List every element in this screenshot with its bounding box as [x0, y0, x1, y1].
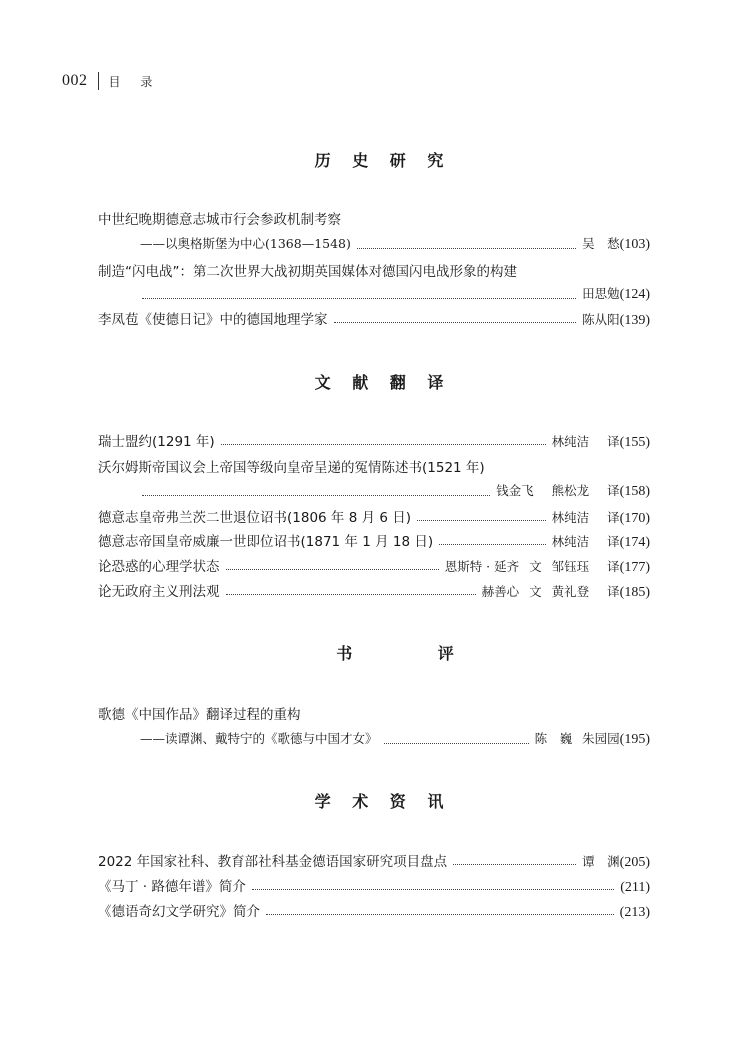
running-head — [62, 72, 160, 90]
entry-page: (213) — [619, 905, 650, 920]
toc-entry-history-3[interactable] — [98, 308, 650, 330]
entry-title: 瑞士盟约(1291 年) — [98, 434, 215, 450]
entry-title: 歌德《中国作品》翻译过程的重构 — [98, 707, 301, 723]
dot-leader — [453, 864, 576, 865]
toc-entry-review-1-sub[interactable] — [98, 729, 650, 751]
entry-title: 论恐惑的心理学状态 — [98, 559, 220, 575]
entry-page: (103) — [619, 237, 650, 252]
header-divider — [98, 72, 99, 90]
entry-author-2: 朱园园 — [582, 731, 620, 746]
entry-title: 制造“闪电战”：第二次世界大战初期英国媒体对德国闪电战形象的构建 — [98, 264, 517, 280]
entry-author-role: 文 — [529, 559, 542, 574]
dot-leader — [221, 444, 546, 445]
dot-leader — [142, 298, 576, 299]
toc-entry-news-2[interactable] — [98, 875, 650, 897]
toc-entry-history-2-line[interactable] — [98, 284, 650, 306]
entry-page: (158) — [619, 484, 650, 499]
entry-page: (205) — [619, 855, 650, 870]
running-head-label: 目 录 — [108, 74, 161, 89]
dot-leader — [357, 248, 576, 249]
toc-entry-translation-6[interactable] — [98, 580, 650, 602]
entry-title: 中世纪晚期德意志城市行会参政机制考察 — [98, 212, 341, 228]
page-number: 002 — [62, 72, 88, 89]
entry-translator: 林纯洁 — [551, 434, 590, 449]
entry-page: (139) — [619, 313, 650, 328]
dot-leader — [226, 594, 476, 595]
toc-entry-translation-4[interactable] — [98, 530, 650, 552]
entry-page: (211) — [620, 880, 650, 895]
entry-author: 吴 愁 — [582, 236, 620, 251]
entry-page: (195) — [619, 732, 650, 747]
toc-entry-translation-2[interactable] — [98, 456, 650, 478]
entry-author-1: 陈 巍 — [534, 731, 573, 746]
entry-page: (155) — [619, 435, 650, 450]
entry-title: 德意志皇帝弗兰茨二世退位诏书(1806 年 8 月 6 日) — [98, 510, 412, 526]
entry-title: 论无政府主义刑法观 — [98, 584, 220, 600]
entry-author: 谭 渊 — [582, 854, 620, 869]
toc-entry-news-1[interactable] — [98, 850, 650, 872]
dot-leader — [266, 914, 614, 915]
toc-entry-review-1[interactable] — [98, 703, 650, 725]
entry-title: 沃尔姆斯帝国议会上帝国等级向皇帝呈递的冤情陈述书(1521 年) — [98, 460, 485, 476]
section-title-translation: 文 献 翻 译 — [314, 373, 452, 392]
entry-page: (124) — [619, 287, 650, 302]
entry-role: 译 — [607, 483, 620, 498]
dot-leader — [334, 322, 577, 323]
toc-entry-translation-2-line[interactable] — [98, 481, 650, 503]
entry-title: 德意志帝国皇帝威廉一世即位诏书(1871 年 1 月 18 日) — [98, 534, 434, 550]
dot-leader — [226, 569, 439, 570]
section-title-review: 书 评 — [336, 644, 494, 663]
toc-entry-translation-1[interactable] — [98, 430, 650, 452]
entry-subtitle: ——以奥格斯堡为中心(1368—1548) — [140, 236, 351, 251]
entry-translator: 林纯洁 — [551, 510, 590, 525]
entry-page: (177) — [619, 560, 650, 575]
entry-role: 译 — [607, 510, 620, 525]
entry-title: 2022 年国家社科、教育部社科基金德语国家研究项目盘点 — [98, 854, 448, 870]
entry-author-role: 文 — [529, 584, 542, 599]
entry-page: (174) — [619, 535, 650, 550]
dot-leader — [142, 495, 490, 496]
entry-role: 译 — [607, 559, 620, 574]
entry-title: 李凤苞《使德日记》中的德国地理学家 — [98, 312, 328, 328]
entry-title: 《德语奇幻文学研究》简介 — [98, 904, 260, 920]
toc-entry-translation-3[interactable] — [98, 506, 650, 528]
section-title-news: 学 术 资 讯 — [314, 792, 452, 811]
entry-subtitle: ——读谭渊、戴特宁的《歌德与中国才女》 — [140, 731, 378, 746]
entry-author: 陈从阳 — [582, 312, 620, 327]
entry-author: 田思勉 — [582, 286, 620, 301]
entry-translator: 邹钰珏 — [551, 559, 590, 574]
dot-leader — [384, 743, 529, 744]
entry-translator: 林纯洁 — [551, 534, 590, 549]
toc-entry-history-1-sub[interactable] — [98, 234, 650, 256]
toc-entry-history-2[interactable] — [98, 260, 650, 282]
section-title-history: 历 史 研 究 — [314, 151, 452, 170]
entry-author: 恩斯特 · 延齐 — [444, 559, 520, 574]
entry-title: 《马丁 · 路德年谱》简介 — [98, 879, 246, 895]
toc-entry-translation-5[interactable] — [98, 555, 650, 577]
dot-leader — [439, 544, 546, 545]
entry-translator: 黄礼登 — [551, 584, 590, 599]
entry-page: (185) — [619, 585, 650, 600]
entry-translator-1: 钱金飞 — [496, 483, 534, 498]
entry-translator-2: 熊松龙 — [551, 483, 590, 498]
entry-page: (170) — [619, 511, 650, 526]
entry-role: 译 — [607, 534, 620, 549]
toc-entry-history-1[interactable] — [98, 208, 650, 230]
dot-leader — [252, 889, 614, 890]
entry-author: 赫善心 — [481, 584, 520, 599]
dot-leader — [417, 520, 546, 521]
entry-role: 译 — [607, 584, 620, 599]
entry-role: 译 — [607, 434, 620, 449]
toc-entry-news-3[interactable] — [98, 900, 650, 922]
